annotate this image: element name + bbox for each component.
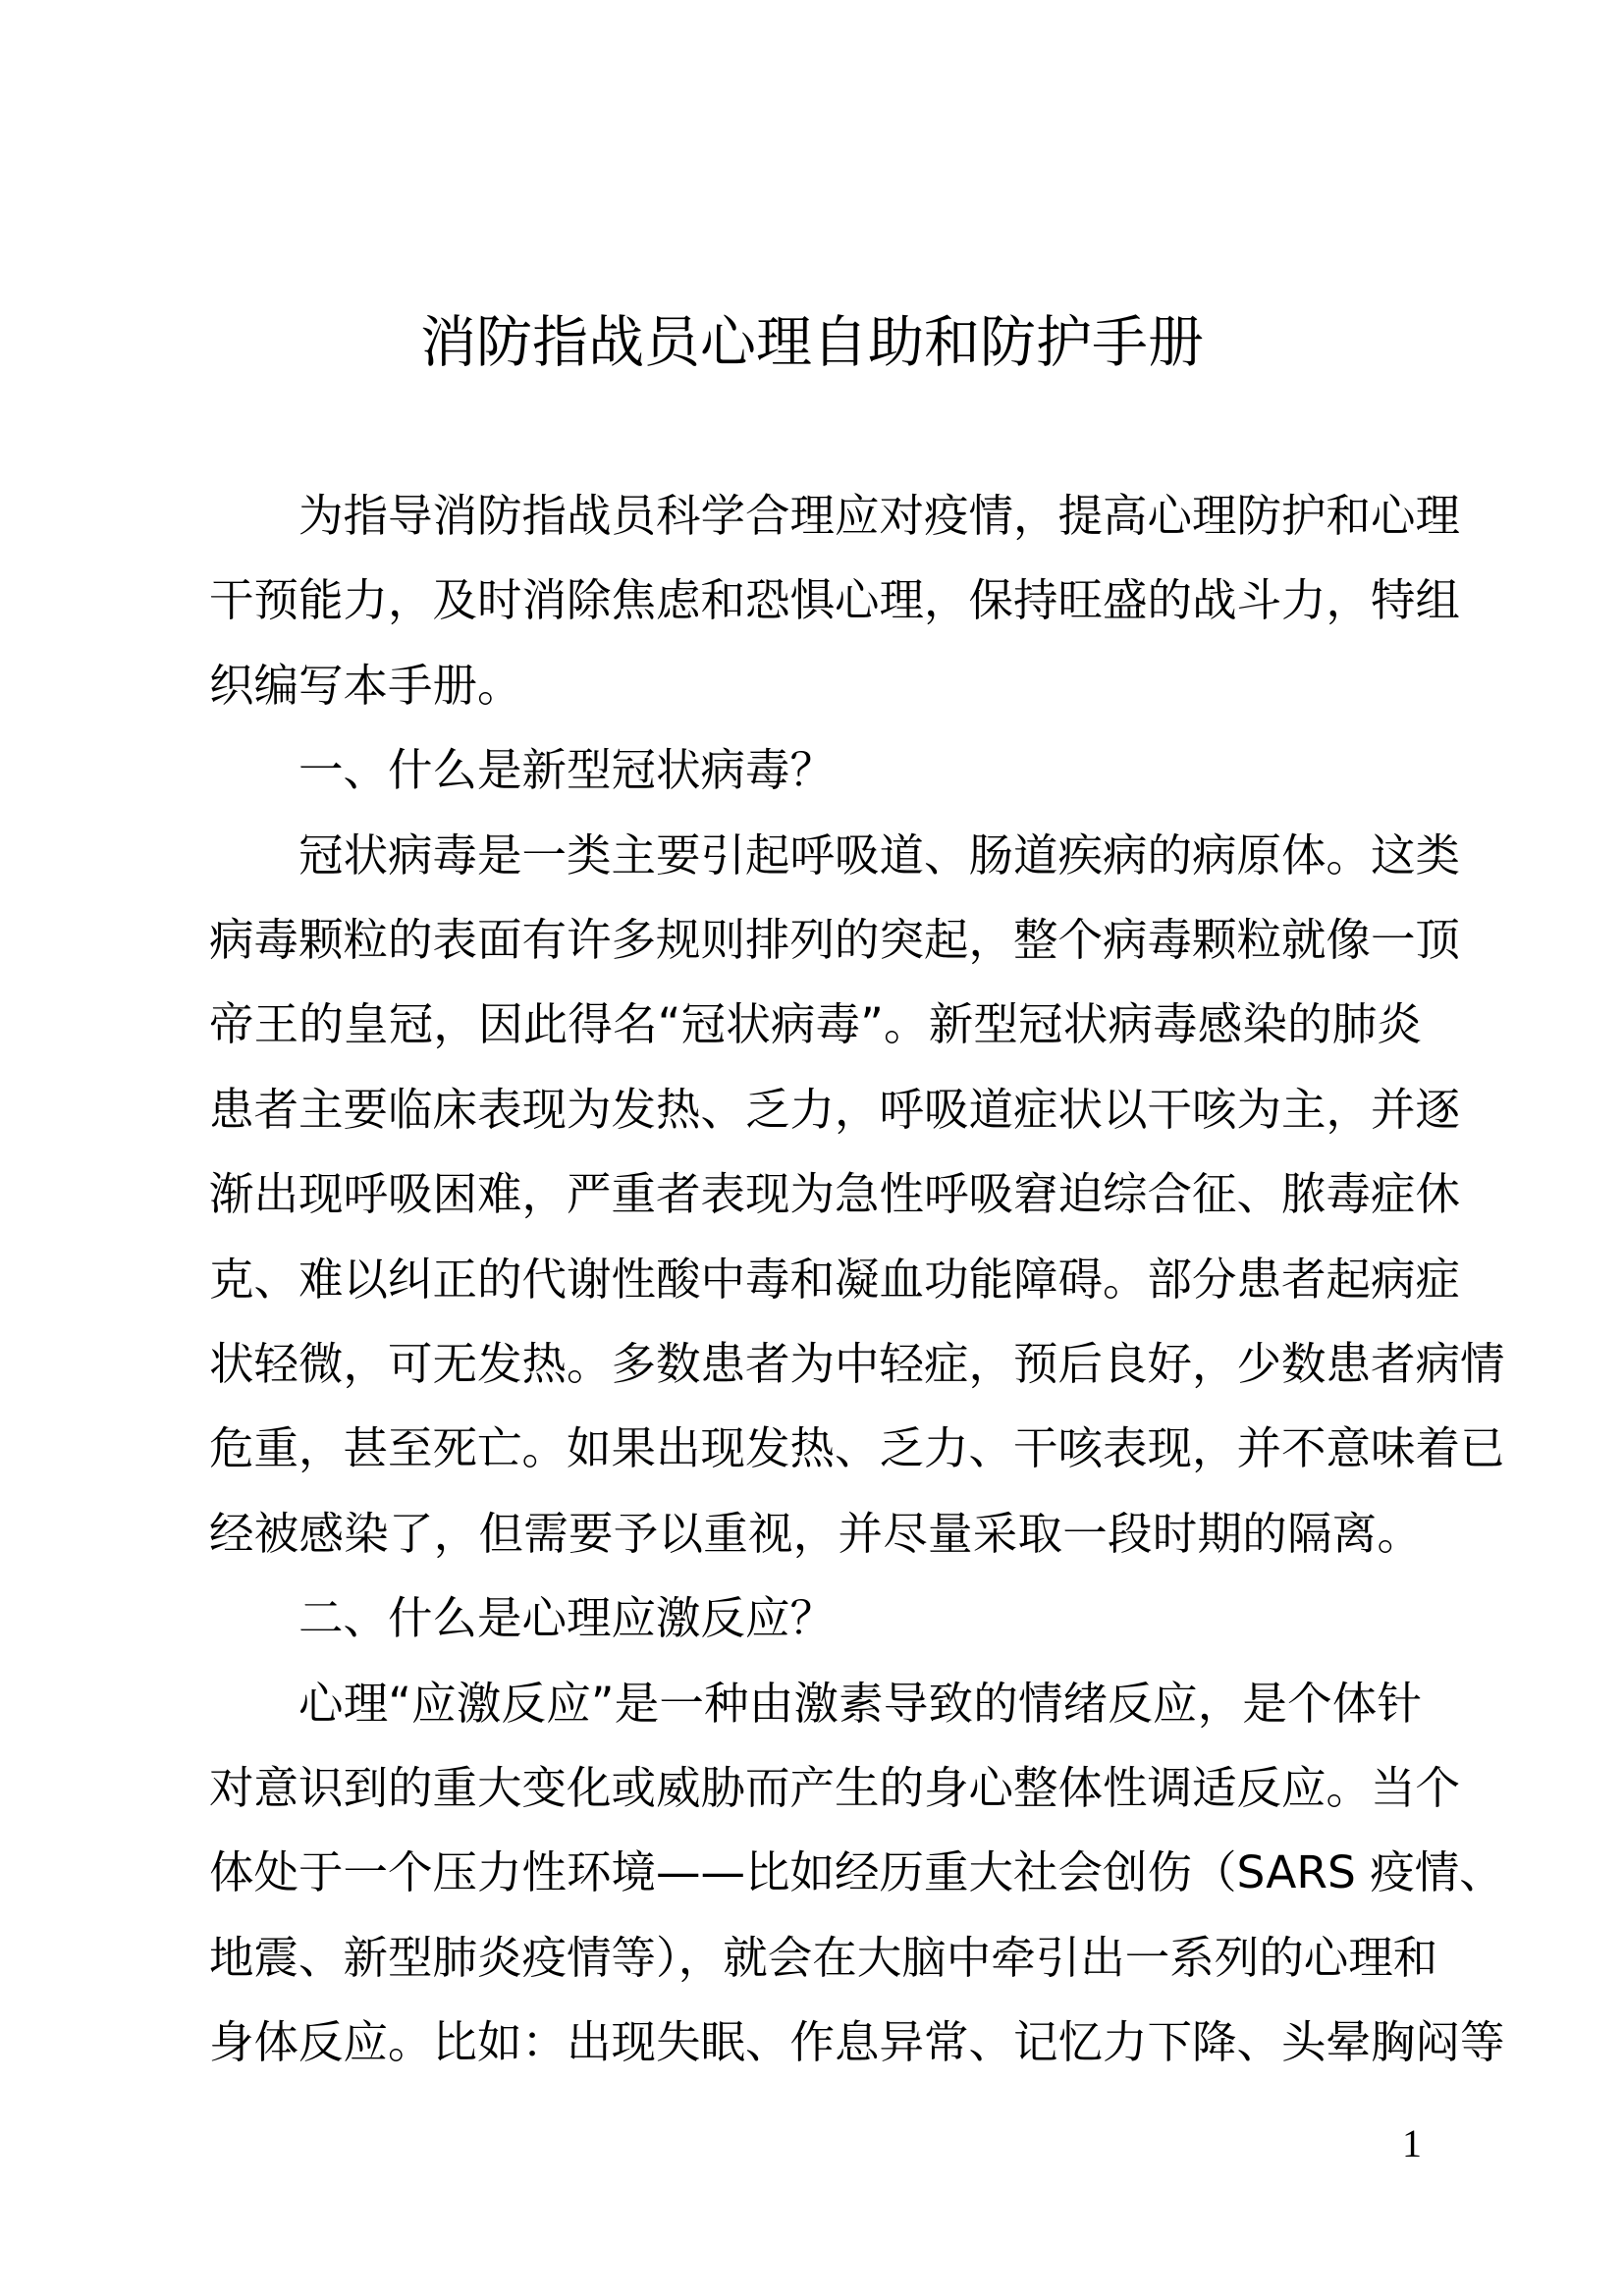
text-line: 病毒颗粒的表面有许多规则排列的突起，整个病毒颗粒就像一顶 bbox=[209, 914, 1461, 966]
text-line: 织编写本手册。 bbox=[209, 659, 522, 712]
text-line: 体处于一个压力性环境——比如经历重大社会创伤（SARS 疫情、 bbox=[209, 1846, 1504, 1899]
text-line: 危重，甚至死亡。如果出现发热、乏力、干咳表现，并不意味着已 bbox=[209, 1422, 1505, 1475]
text-line: 经被感染了，但需要予以重视，并尽量采取一段时期的隔离。 bbox=[209, 1507, 1422, 1560]
text-line: 为指导消防指战员科学合理应对疫情，提高心理防护和心理 bbox=[298, 490, 1461, 542]
text-line: 克、难以纠正的代谢性酸中毒和凝血功能障碍。部分患者起病症 bbox=[209, 1253, 1461, 1306]
text-line: 冠状病毒是一类主要引起呼吸道、肠道疾病的病原体。这类 bbox=[298, 828, 1461, 881]
text-line: 心理“应激反应”是一种由激素导致的情绪反应，是个体针 bbox=[298, 1677, 1422, 1730]
text-line: 身体反应。比如：出现失眠、作息异常、记忆力下降、头晕胸闷等 bbox=[209, 2016, 1505, 2069]
text-line: 渐出现呼吸困难，严重者表现为急性呼吸窘迫综合征、脓毒症休 bbox=[209, 1168, 1461, 1221]
text-line: 干预能力，及时消除焦虑和恐惧心理，保持旺盛的战斗力，特组 bbox=[209, 574, 1461, 627]
text-line: 患者主要临床表现为发热、乏力，呼吸道症状以干咳为主，并逐 bbox=[209, 1083, 1461, 1136]
text-line: 状轻微，可无发热。多数患者为中轻症，预后良好，少数患者病情 bbox=[209, 1338, 1505, 1390]
text-line: 对意识到的重大变化或威胁而产生的身心整体性调适反应。当个 bbox=[209, 1762, 1461, 1814]
text-line: 地震、新型肺炎疫情等），就会在大脑中牵引出一系列的心理和 bbox=[209, 1931, 1438, 1984]
document-title: 消防指战员心理自助和防护手册 bbox=[420, 310, 1204, 375]
page-number: 1 bbox=[1402, 2121, 1422, 2165]
text-line: 帝王的皇冠，因此得名“冠状病毒”。新型冠状病毒感染的肺炎 bbox=[209, 998, 1422, 1051]
section-heading: 二、什么是心理应激反应？ bbox=[298, 1592, 836, 1645]
section-heading: 一、什么是新型冠状病毒？ bbox=[298, 744, 836, 797]
